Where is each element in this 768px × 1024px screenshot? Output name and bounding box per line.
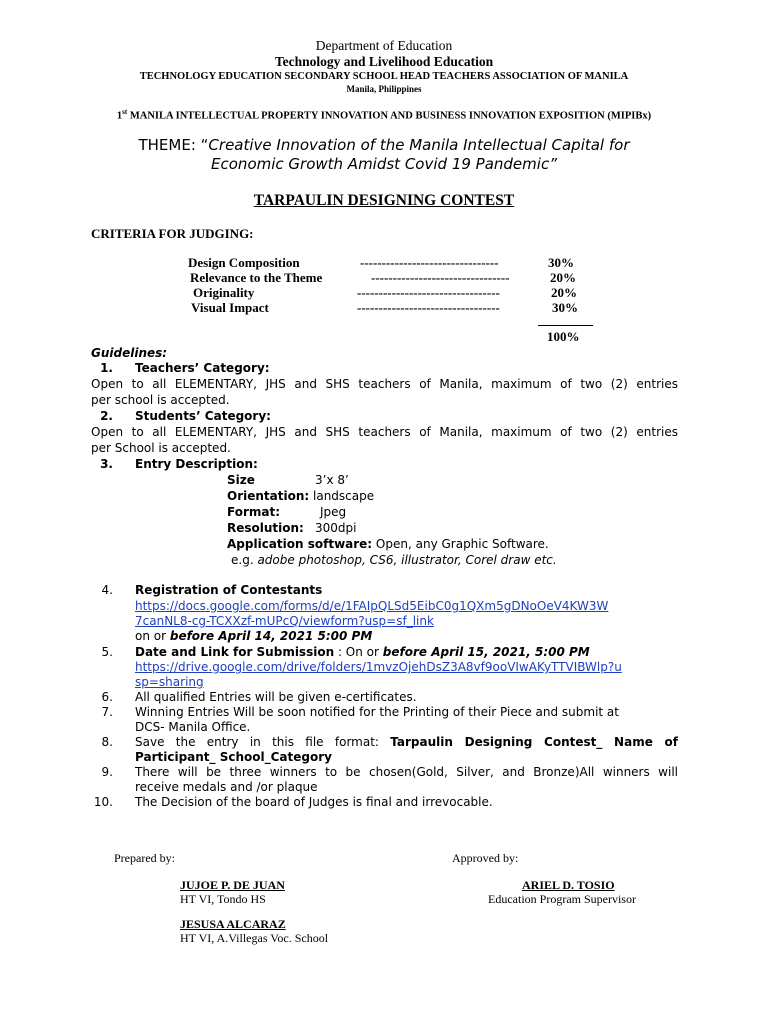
winning-text-2: DCS- Manila Office. [135,720,251,734]
file-format-text [135,735,678,749]
entry-resolution [227,521,357,535]
criteria-name: Visual Impact [191,300,269,315]
entry-examples [231,553,557,567]
preparer-1-title: HT VI, Tondo HS [180,892,266,906]
criteria-dashes: -------------------------------- [360,255,499,270]
criteria-name: Relevance to the Theme [190,270,323,285]
registration-deadline [135,629,372,643]
item-number: 10. [93,795,113,809]
approver-name: ARIEL D. TOSIO [522,878,615,892]
submission-text [135,645,590,659]
resolution-value: 300dpi [315,521,357,535]
total-divider [538,325,593,326]
preparer-2-title: HT VI, A.Villegas Voc. School [180,931,329,945]
contest-title: TARPAULIN DESIGNING CONTEST [253,192,515,209]
criteria-percent: 30% [548,255,574,270]
theme-line-1 [0,136,768,154]
winning-text-1: Winning Entries Will be soon notified for the Printing of their Piece and submit at [135,705,619,719]
preparer-2-name: JESUSA ALCARAZ [180,917,286,931]
winners-text-1: There will be three winners to be chosen(Gold, Silver, and Bronze)All winners will [135,765,678,779]
entry-format [227,505,347,519]
examples-value: adobe photoshop, CS6, illustrator, Corel draw etc. [257,553,557,567]
submission-link[interactable]: https://drive.google.com/drive/folders/1mvzOjehDsZ3A8vf9ooVIwAKyTTVIBWlp?u [135,660,622,674]
criteria-total: 100% [547,329,580,344]
registration-link-continued[interactable]: 7canNL8-cg-TCXXzf-mUPcQ/viewform?usp=sf_link [135,614,434,628]
tle-heading: Technology and Livelihood Education [274,54,494,69]
teachers-text-1: Open to all ELEMENTARY, JHS and SHS teachers of Manila, maximum of two (2) entries [91,377,678,391]
entry-title: Entry Description: [135,457,258,471]
criteria-name: Originality [193,285,255,300]
format-label: Format: [227,505,281,519]
item-number: 6. [101,690,113,704]
department-name: Department of Education [315,38,453,53]
entry-size [227,473,349,487]
size-label: Size [227,473,255,487]
registration-link[interactable]: https://docs.google.com/forms/d/e/1FAIpQLSd5EibC0g1QXm5gDNoOeV4KW3W [135,599,609,613]
teachers-text-2: per school is accepted. [91,393,230,407]
entry-software [227,537,549,551]
approver-title: Education Program Supervisor [488,892,636,906]
software-label: Application software: [227,537,373,551]
association-name: TECHNOLOGY EDUCATION SECONDARY SCHOOL HEAD TEACHERS ASSOCIATION OF MANILA [139,71,629,82]
students-title: Students’ Category: [135,409,271,423]
criteria-dashes: -------------------------------- [371,270,510,285]
file-format-name-continued: Participant_ School_Category [135,750,332,764]
winners-text-2: receive medals and /or plaque [135,780,318,794]
item-number: 5. [101,645,113,659]
students-text-1: Open to all ELEMENTARY, JHS and SHS teachers of Manila, maximum of two (2) entries [91,425,678,439]
expo-ordinal: 1 [116,110,123,122]
submission-deadline: before April 15, 2021, 5:00 PM [382,645,590,659]
criteria-percent: 20% [550,270,576,285]
preparer-1-name: JUJOE P. DE JUAN [180,878,285,892]
format-value: Jpeg [320,505,347,519]
examples-prefix: e.g. [231,553,258,567]
file-format-intro: Save the entry in this file format: [135,735,391,749]
theme-text-1: Creative Innovation of the Manila Intellectual Capital for [208,136,630,154]
criteria-dashes: --------------------------------- [357,300,500,315]
resolution-label: Resolution: [227,521,304,535]
decision-text: The Decision of the board of Judges is final and irrevocable. [135,795,493,809]
expo-title-text: MANILA INTELLECTUAL PROPERTY INNOVATION AND BUSINESS INNOVATION EXPOSITION (MIPIBx) [127,110,652,122]
submission-on-or: : On or [334,645,383,659]
guidelines-heading: Guidelines: [91,346,168,360]
criteria-name: Design Composition [188,255,300,270]
item-number: 9. [101,765,113,779]
item-number: 8. [101,735,113,749]
registration-deadline-date: before April 14, 2021 5:00 PM [169,629,373,643]
criteria-percent: 30% [552,300,578,315]
expo-title [0,108,768,122]
approved-by-label: Approved by: [452,851,519,865]
expo-ordinal-suffix: st [122,108,128,116]
certificate-text: All qualified Entries will be given e-certificates. [135,690,417,704]
criteria-dashes: --------------------------------- [357,285,500,300]
registration-on-or: on or [135,629,170,643]
item-number: 1. [100,361,113,375]
file-format-name: Tarpaulin Designing Contest_ Name of [390,735,678,749]
location-text: Manila, Philippines [346,84,422,94]
criteria-percent: 20% [551,285,577,300]
entry-orientation [227,489,374,503]
orientation-label: Orientation: [227,489,310,503]
teachers-title: Teachers’ Category: [135,361,270,375]
submission-link-continued[interactable]: sp=sharing [135,675,204,689]
item-number: 4. [101,583,113,597]
criteria-heading: CRITERIA FOR JUDGING: [91,226,254,241]
item-number: 2. [100,409,113,423]
students-text-2: per School is accepted. [91,441,231,455]
orientation-value: landscape [309,489,375,503]
submission-title: Date and Link for Submission [135,645,335,659]
prepared-by-label: Prepared by: [114,851,175,865]
item-number: 7. [101,705,113,719]
registration-title: Registration of Contestants [135,583,323,597]
item-number: 3. [100,457,113,471]
size-value: 3’x 8’ [315,473,349,487]
software-value: Open, any Graphic Software. [372,537,549,551]
theme-line-2: Economic Growth Amidst Covid 19 Pandemic” [211,155,557,173]
theme-label: THEME: “ [138,136,209,154]
